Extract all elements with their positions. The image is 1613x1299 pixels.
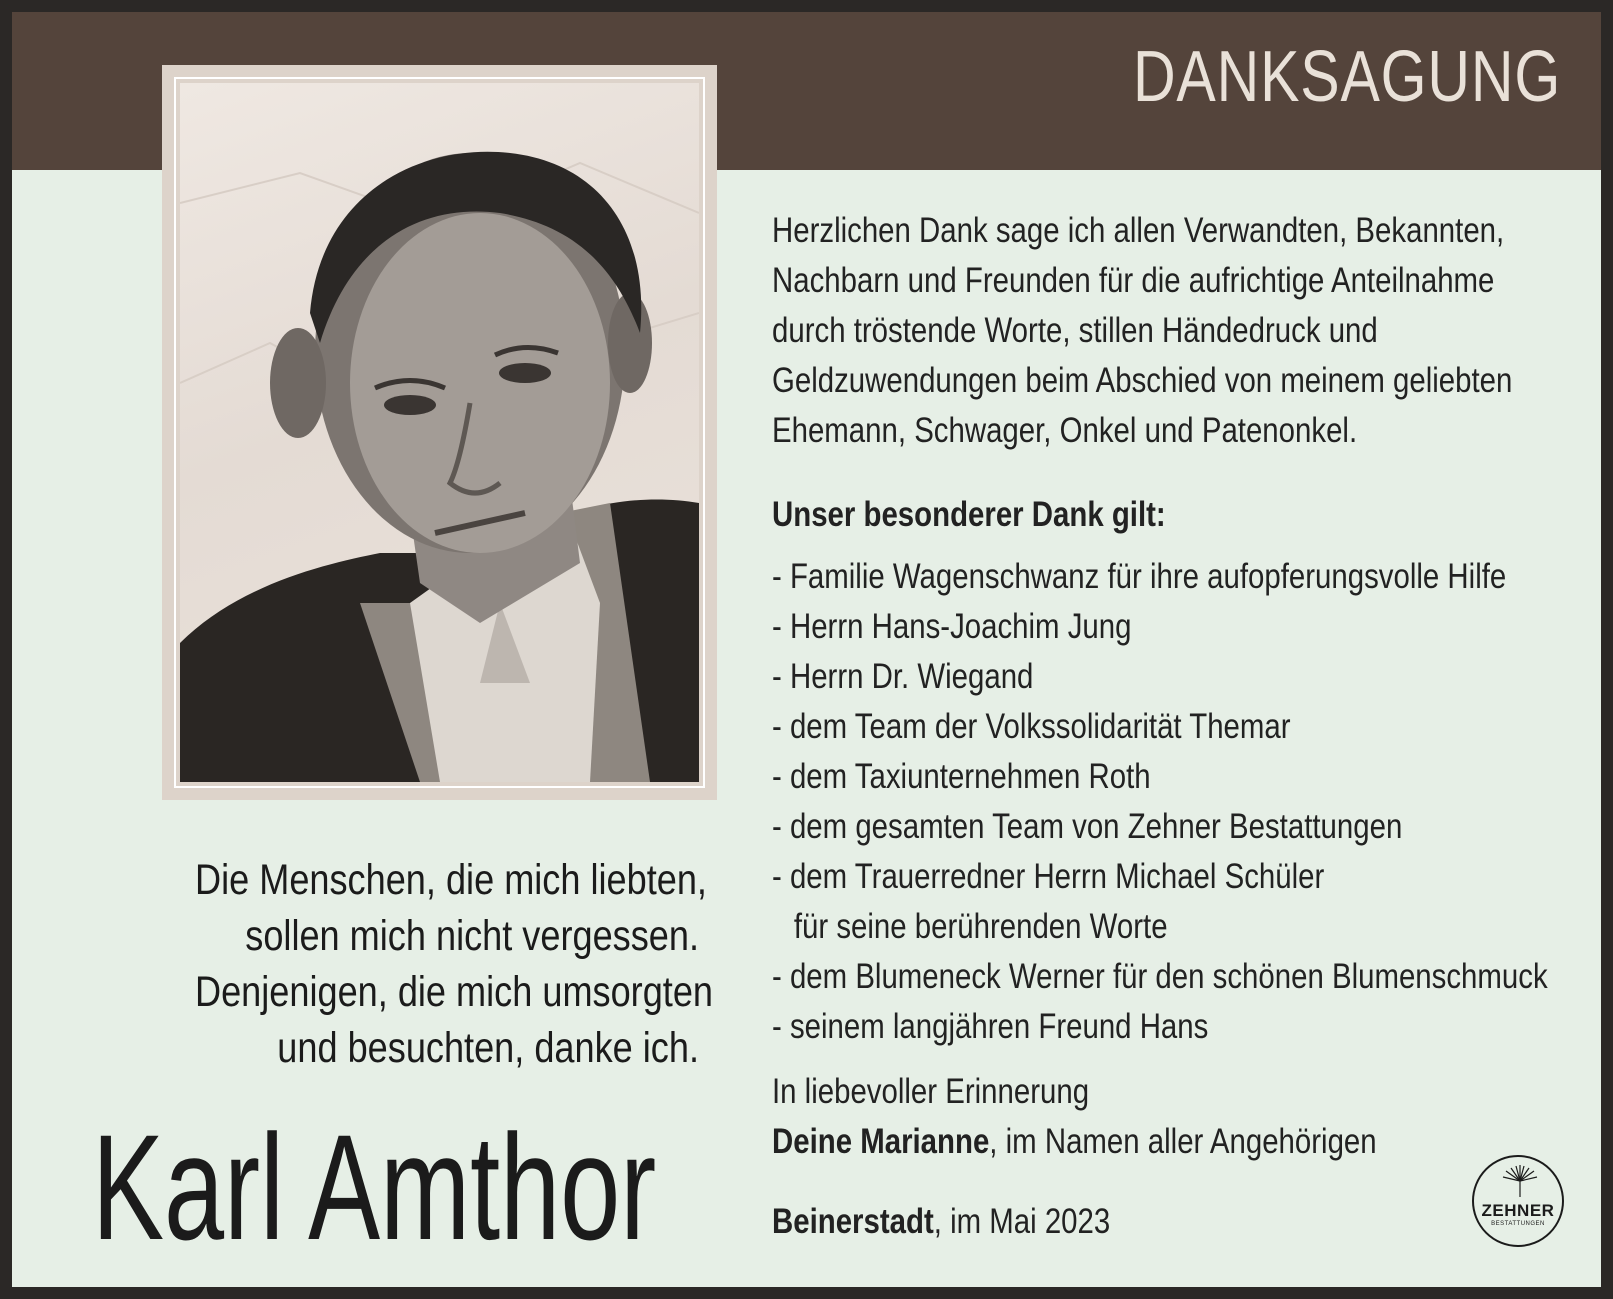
list-item: - dem Taxiunternehmen Roth (772, 757, 1151, 796)
list-item: - dem Team der Volkssolidarität Themar (772, 707, 1291, 746)
closing-block (772, 1067, 1612, 1167)
thanks-heading: Unser besonderer Dank gilt: (772, 495, 1166, 534)
signer-name: Deine Marianne (772, 1122, 990, 1161)
list-item: - dem Trauerredner Herrn Michael Schüler (772, 857, 1325, 896)
place-name: Beinerstadt (772, 1202, 934, 1241)
logo-wordmark: ZEHNER (1481, 1201, 1555, 1220)
funeral-home-logo (1472, 1155, 1564, 1247)
intro-line: Nachbarn und Freunden für die aufrichtige Anteilnahme (772, 261, 1495, 300)
dandelion-icon (1500, 1165, 1540, 1199)
signer-note: , im Namen aller Angehörigen (989, 1122, 1377, 1161)
intro-line: Geldzuwendungen beim Abschied von meinem geliebten (772, 361, 1513, 400)
intro-paragraph (772, 206, 1612, 456)
quote-line: Denjenigen, die mich umsorgten (195, 968, 714, 1016)
intro-line: durch tröstende Worte, stillen Händedruck und (772, 311, 1378, 350)
portrait-illustration (180, 83, 699, 782)
list-item: - Herrn Hans-Joachim Jung (772, 607, 1132, 646)
memorial-quote (195, 852, 714, 1076)
quote-line: Die Menschen, die mich liebten, (195, 856, 707, 904)
intro-line: Herzlichen Dank sage ich allen Verwandten, Bekannten, (772, 211, 1505, 250)
list-item: - seinem langjähren Freund Hans (772, 1007, 1209, 1046)
portrait-frame (162, 65, 717, 800)
closing-line: In liebevoller Erinnerung (772, 1072, 1090, 1111)
page-title: DANKSAGUNG (1132, 37, 1561, 117)
list-item-continuation: für seine berührenden Worte (793, 907, 1168, 946)
date-text: , im Mai 2023 (933, 1202, 1111, 1241)
list-item: - Familie Wagenschwanz für ihre aufopferungsvolle Hilfe (772, 557, 1507, 596)
quote-line: sollen mich nicht vergessen. (245, 912, 699, 960)
obituary-card (12, 12, 1601, 1287)
thanks-list (772, 552, 1612, 1052)
list-item: - Herrn Dr. Wiegand (772, 657, 1034, 696)
portrait-photo (180, 83, 699, 782)
logo-subtitle: BESTATTUNGEN (1491, 1221, 1545, 1227)
intro-line: Ehemann, Schwager, Onkel und Patenonkel. (772, 411, 1358, 450)
quote-line: und besuchten, danke ich. (277, 1024, 699, 1072)
signer-line (772, 1117, 1612, 1167)
deceased-name: Karl Amthor (92, 1103, 657, 1271)
list-item: - dem gesamten Team von Zehner Bestattungen (772, 807, 1403, 846)
list-item: - dem Blumeneck Werner für den schönen Blumenschmuck (772, 957, 1548, 996)
